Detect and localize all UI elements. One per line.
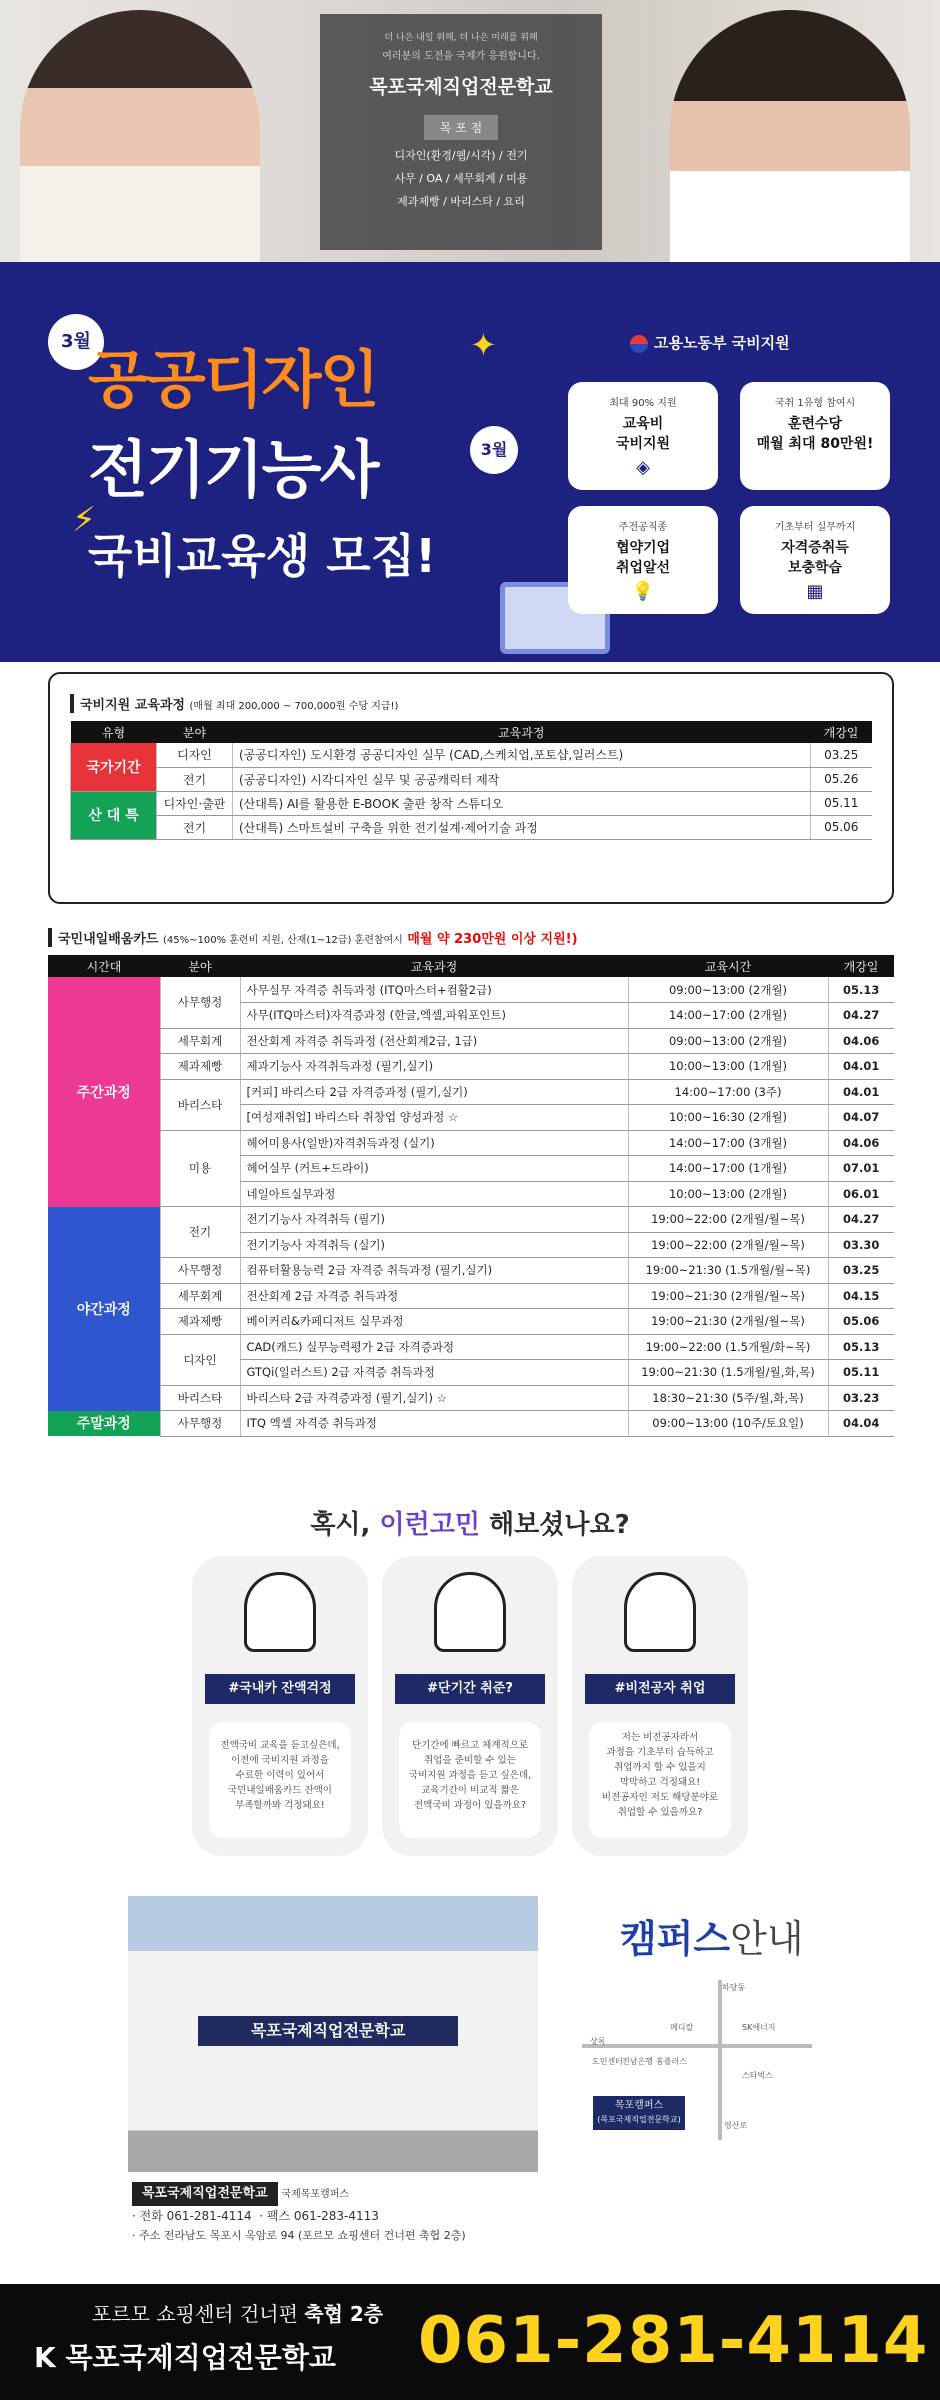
table-row: 전기 (공공디자인) 시각디자인 실무 및 공공캐릭터 제작 05.26 <box>71 767 873 791</box>
fax-number: · 팩스 061-283-4113 <box>259 2209 379 2223</box>
hero-slogan-2: 여러분의 도전을 국제가 응원합니다. <box>382 51 540 62</box>
table-row: 산 대 특 디자인·출판 (산대특) AI를 활용한 E-BOOK 출판 창작 스튜디오 05.11 <box>71 791 873 815</box>
lightning-icon: ⚡ <box>72 500 96 540</box>
table-row: 야간과정 전기 전기기능사 자격취득 (필기) 19:00~22:00 (2개월/월~목) 04.27 <box>48 1207 894 1233</box>
field-line: 디자인(환경/웹/시각) / 전기 <box>394 149 528 162</box>
school-name: 목포국제직업전문학교 <box>369 76 553 98</box>
table-row: 전기 (산대특) 스마트설비 구축을 위한 전기설계·제어기술 과정 05.06 <box>71 815 873 839</box>
table-row: 제과제빵 베이커리&카페디저트 실무과정 19:00~21:30 (2개월/월~목) 05.06 <box>48 1309 894 1335</box>
school-logo-icon: K <box>34 2341 66 2374</box>
campus-title: 캠퍼스안내 <box>620 1917 804 1961</box>
concern-tag: #국내카 잔액걱정 <box>205 1674 355 1704</box>
tag-icon: ◈ <box>636 457 650 478</box>
lightbulb-icon: ✦ <box>470 326 497 364</box>
person-icon <box>434 1572 506 1652</box>
benefit-card: 국취 1유형 참여시 훈련수당 매월 최대 80만원! <box>740 382 890 490</box>
field-line: 제과제빵 / 바리스타 / 요리 <box>397 195 525 208</box>
student-photo-right <box>670 10 910 262</box>
time-slot-label: 주간과정 <box>48 977 160 1207</box>
banner-title-3: 국비교육생 모집! <box>88 529 437 583</box>
table-row: 세무회계 전산회계 자격증 취득과정 (전산회계2급, 1급) 09:00~13:00 (2개월) 04.06 <box>48 1028 894 1054</box>
table-row: 국가기간 디자인 (공공디자인) 도시환경 공공디자인 실무 (CAD,스케치업,포토샵,일러스트) 03.25 <box>71 743 873 767</box>
recruit-banner <box>0 262 940 662</box>
field-line: 사무 / OA / 세무회계 / 미용 <box>394 172 528 185</box>
campus-map: 하당동 SK에너지 메디칼 상록 홈플러스 도민센터 전남은행 스타벅스 영산로 <box>582 1980 812 2140</box>
table-row: 사무행정 컴퓨터활용능력 2급 자격증 취득과정 (필기,실기) 19:00~21:30 (1.5개월/월~목) 03.25 <box>48 1258 894 1284</box>
concern-tag: #비전공자 취업 <box>585 1674 735 1704</box>
address-text: · 주소 전라남도 목포시 옥암로 94 (포르모 쇼핑센터 건너편 축협 2층) <box>132 2229 466 2242</box>
gov-course-section <box>48 672 894 904</box>
table-row: 헤어실무 (커트+드라이) 14:00~17:00 (1개월) 07.01 <box>48 1156 894 1182</box>
branch-badge: 목 포 점 <box>424 115 498 140</box>
gov-support-label: 고용노동부 국비지원 <box>630 332 790 353</box>
benefit-card: 주전공직종 협약기업 취업알선 💡 <box>568 506 718 614</box>
table-row: 네일아트실무과정 10:00~13:00 (2개월) 06.01 <box>48 1181 894 1207</box>
campus-location-marker: 목포캠퍼스 (목포국제직업전문학교) <box>593 2096 685 2130</box>
concern-bubble: 전액국비 교육을 듣고싶은데, 이전에 국비지원 과정을 수료한 이력이 있어서 국민내일배움카드 잔액이 부족할까봐 걱정돼요! <box>209 1722 351 1838</box>
concern-bubble: 단기간에 빠르고 체계적으로 취업을 준비할 수 있는 국비지원 과정을 듣고 싶은데, 교육기간이 비교적 짧은 전액국비 과정이 있을까요? <box>399 1722 541 1838</box>
table-row: 바리스타 바리스타 2급 자격증과정 (필기,실기) ☆ 18:30~21:30 (5주/월,화,목) 03.23 <box>48 1385 894 1411</box>
hero-info-box <box>320 14 602 250</box>
month-badge-2: 3월 <box>470 426 518 474</box>
time-slot-label: 야간과정 <box>48 1207 160 1411</box>
certificate-icon: ▦ <box>806 581 824 602</box>
section-heading: 국비지원 교육과정 (매월 최대 200,000 ~ 700,000원 수당 지급!) <box>70 694 872 713</box>
banner-title-2: 전기기능사 <box>88 433 378 506</box>
table-row: [여성재취업] 바리스타 취창업 양성과정 ☆ 10:00~16:30 (2개월) 04.07 <box>48 1105 894 1131</box>
student-photo-left <box>20 10 260 262</box>
time-slot-label: 주말과정 <box>48 1411 160 1437</box>
footer-school-name: K 목포국제직업전문학교 <box>34 2341 336 2374</box>
building-sign: 목포국제직업전문학교 <box>198 2016 458 2046</box>
phone-number[interactable]: · 전화 061-281-4114 <box>132 2209 252 2223</box>
address-block: 목포국제직업전문학교 국제목포캠퍼스 · 전화 061-281-4114 · 팩스 061-283-4113 · 주소 전라남도 목포시 옥암로 94 (포르모 쇼핑센터 건너편 축협 2층) <box>132 2182 466 2246</box>
section-heading: 국민내일배움카드 (45%~100% 훈련비 지원, 산재(1~12급) 훈련참여시 매월 약 230만원 이상 지원!) <box>48 928 894 947</box>
bulb-icon: 💡 <box>631 581 655 602</box>
gov-course-table: 유형 분야 교육과정 개강일 국가기간 디자인 (공공디자인) 도시환경 공공디자인 실무 (CAD,스케치업,포토샵,일러스트) 03.25 전기 (공공디자인) 시각디자인 실무 및 공공캐릭터 제작 05.26 산 대 특 디자인·출판 (산대특) AI를 활용한 E-BOOK 출판 창작 스튜디오 05.11 전기 (산대특) 스마트설비 구축을 위한 전기설계·제어기술 과정 05.06 <box>70 721 872 840</box>
table-row: 전기기능사 자격취득 (실기) 19:00~22:00 (2개월/월~목) 03.30 <box>48 1232 894 1258</box>
concern-bubble: 저는 비전공자라서 과정을 기초부터 습득하고 취업까지 할 수 있을지 막막하고 걱정돼요! 비전공자인 저도 해당분야로 취업할 수 있을까요? <box>589 1722 731 1838</box>
school-name-badge: 목포국제직업전문학교 <box>132 2182 278 2206</box>
table-row: 미용 헤어미용사(일반)자격취득과정 (실기) 14:00~17:00 (3개월) 04.06 <box>48 1130 894 1156</box>
hero-section <box>0 0 940 262</box>
footer-bar <box>0 2284 940 2400</box>
question-title: 혹시, 이런고민 해보셨나요? <box>310 1510 630 1540</box>
footer-phone[interactable]: 061-281-4114 <box>418 2304 929 2378</box>
table-row: 주말과정 사무행정 ITQ 엑셀 자격증 취득과정 09:00~13:00 (10주/토요일) 04.04 <box>48 1411 894 1437</box>
person-icon <box>244 1572 316 1652</box>
gov-logo-icon <box>630 335 648 353</box>
benefit-card: 최대 90% 지원 교육비 국비지원 ◈ <box>568 382 718 490</box>
table-row: GTQi(일러스트) 2급 자격증 취득과정 19:00~21:30 (1.5개월/월,화,목) 05.11 <box>48 1360 894 1386</box>
table-row: 주간과정 사무행정 사무실무 자격증 취득과정 (ITQ마스터+컴활2급) 09:00~13:00 (2개월) 05.13 <box>48 977 894 1003</box>
table-row: 디자인 CAD(캐드) 실무능력평가 2급 자격증과정 19:00~22:00 (1.5개월/화~목) 05.13 <box>48 1334 894 1360</box>
month-badge: 3월 <box>48 314 104 370</box>
table-row: 사무(ITQ마스터)자격증과정 (한글,엑셀,파워포인트) 14:00~17:00 (2개월) 04.27 <box>48 1003 894 1029</box>
table-row: 제과제빵 제과기능사 자격취득과정 (필기,실기) 10:00~13:00 (1개월) 04.01 <box>48 1054 894 1080</box>
person-icon <box>624 1572 696 1652</box>
card-course-table: 시간대 분야 교육과정 교육시간 개강일 주간과정 사무행정 사무실무 자격증 취득과정 (ITQ마스터+컴활2급) 09:00~13:00 (2개월) 05.13 사무(ITQ마스터)자격증과정 (한글,엑셀,파워포인트) 14:00~17:00 (2개월) 04.27 세무회계 전산회계 자격증 취득과정 (전산회계2급, 1급) 09:00~13:00 (2개월) 04.06 제과제빵 제과기능사 자격취득과정 (필기,실기) 10:00~13:00 (1개월) 04.01 바리스타 [커피] 바리스타 2급 자격증과정 (필기,실기) 14:00~17:00 (3주) 04.01 [여성재취업] 바리스타 취창업 양성과정 ☆ 10:00~16:30 (2개월) 04.07 미용 헤어미용사(일반)자격취득과정 (실기) 14:00~17:00 (3개월) 04.06 헤어실무 (커트+드라이) 14:00~17:00 (1개월) 07.01 네일아트실무과정 10:00~13:00 (2개월) 06.01 야간과정 전기 전기기능사 자격취득 (필기) 19:00~22:00 (2개월/월~목) 04.27 전기기능사 자격취득 (실기) 19:00~22:00 (2개월/월~목) 03.30 사무행정 컴퓨터활용능력 2급 자격증 취득과정 (필기,실기) 19:00~21:30 (1.5개월/월~목) 03.25 세무회계 전산회계 2급 자격증 취득과정 19:00~21:30 (2개월/월~목) 04.15 제과제빵 베이커리&카페디저트 실무과정 19:00~21:30 (2개월/월~목) 05.06 디자인 CAD(캐드) 실무능력평가 2급 자격증과정 19:00~22:00 (1.5개월/화~목) 05.13 GTQi(일러스트) 2급 자격증 취득과정 19:00~21:30 (1.5개월/월,화,목) 05.11 바리스타 바리스타 2급 자격증과정 (필기,실기) ☆ 18:30~21:30 (5주/월,화,목) 03.23 주말과정 사무행정 ITQ 엑셀 자격증 취득과정 09:00~13:00 (10주/토요일) 04.04 <box>48 955 894 1437</box>
card-course-section <box>48 928 894 1437</box>
footer-location: 포르모 쇼핑센터 건너편 축협 2층 <box>92 2302 384 2326</box>
campus-building-photo <box>128 1896 538 2172</box>
hero-slogan: 더 나은 내일 위해, 더 나은 미래를 위해 <box>384 33 538 43</box>
banner-title-1: 공공디자인 <box>88 343 378 416</box>
benefit-card: 기초부터 실무까지 자격증취득 보충학습 ▦ <box>740 506 890 614</box>
concern-tag: #단기간 취준? <box>395 1674 545 1704</box>
table-row: 바리스타 [커피] 바리스타 2급 자격증과정 (필기,실기) 14:00~17:00 (3주) 04.01 <box>48 1079 894 1105</box>
table-row: 세무회계 전산회계 2급 자격증 취득과정 19:00~21:30 (2개월/월~목) 04.15 <box>48 1283 894 1309</box>
